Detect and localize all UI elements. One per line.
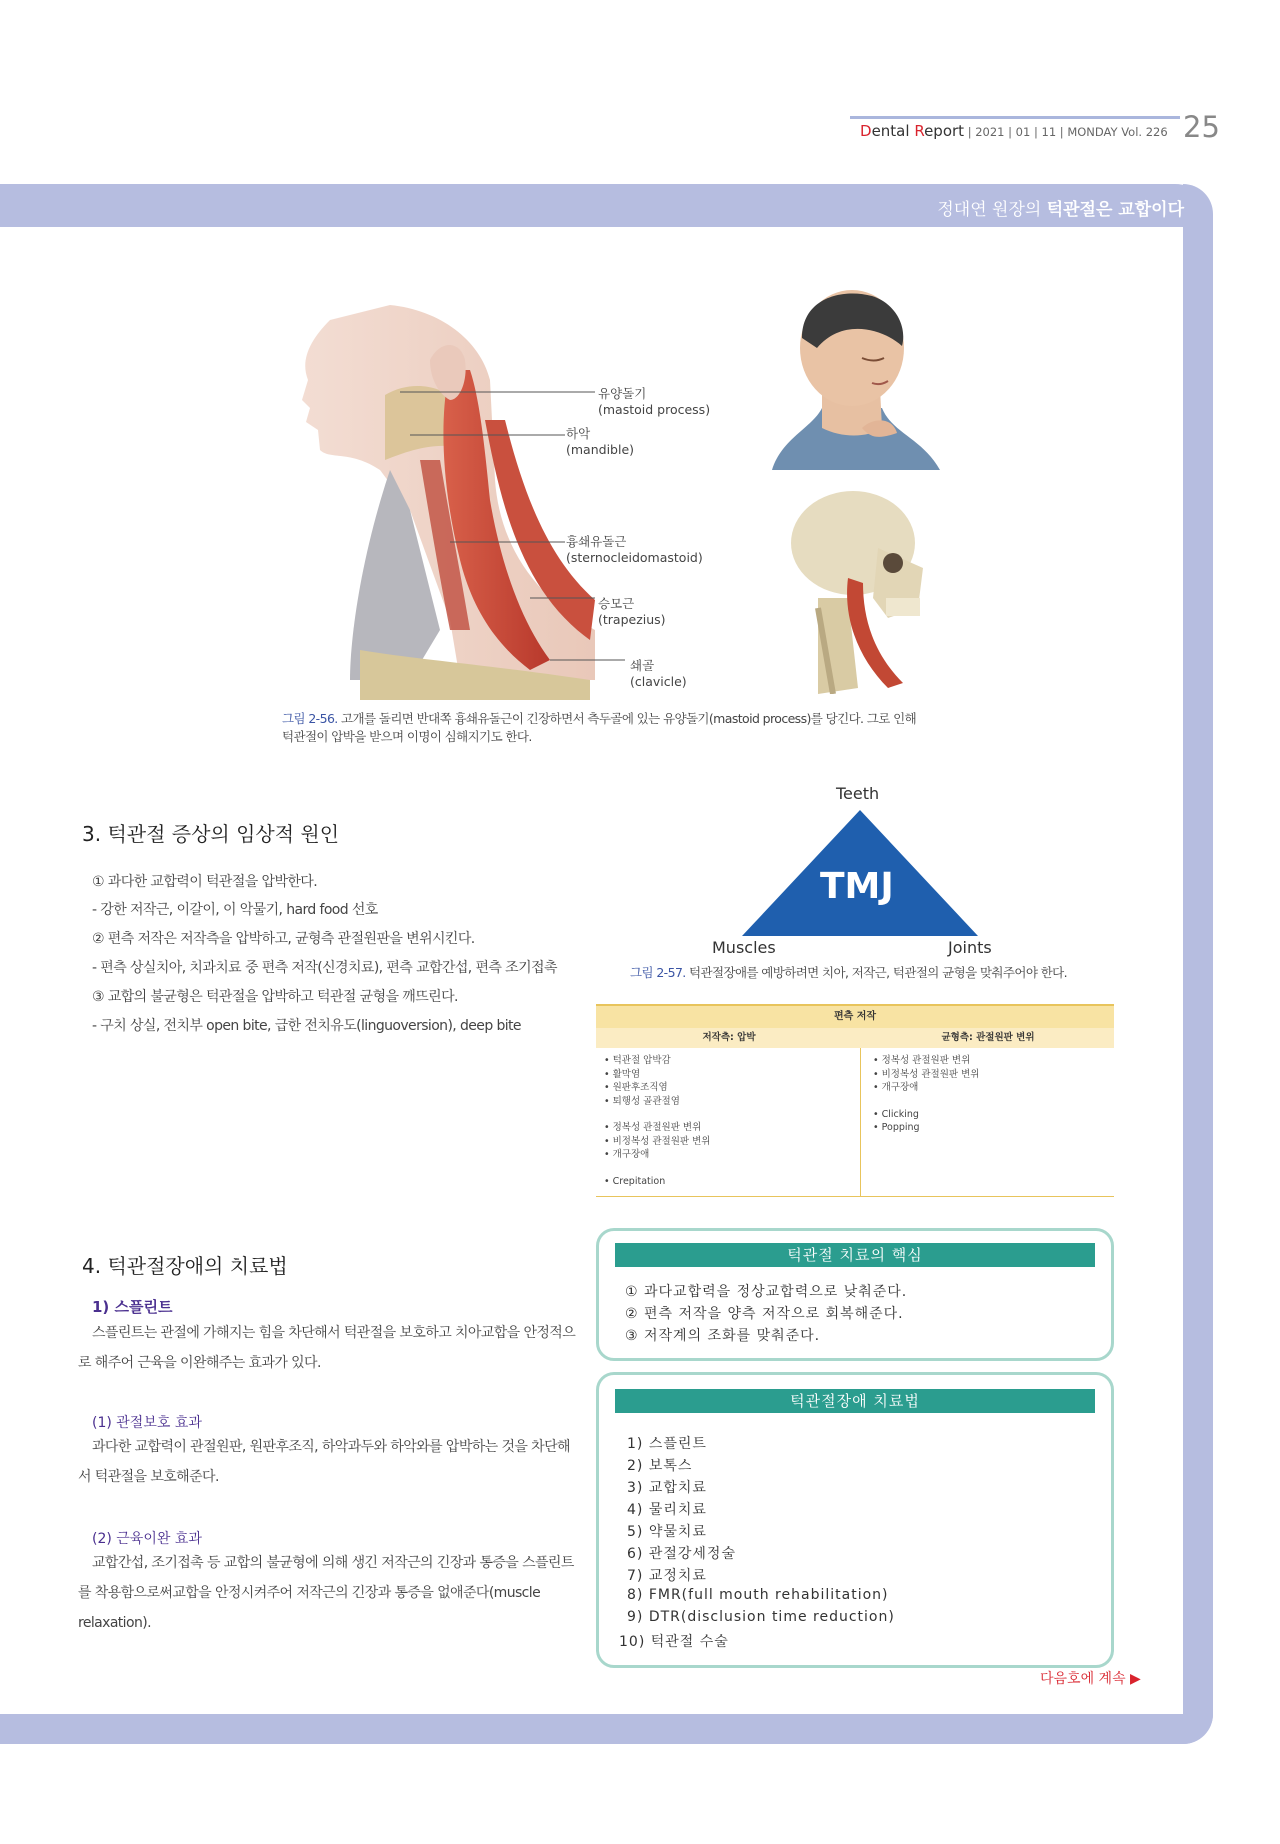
triangle-center-label: TMJ bbox=[820, 866, 894, 907]
banner-series-title: 턱관절은 교합이다 bbox=[1046, 200, 1184, 220]
section-3-item: - 편측 상실치아, 치과치료 중 편측 저작(신경치료), 편측 교합간섭, 편측 조기접촉 bbox=[92, 960, 557, 976]
treatment-item: 8) FMR(full mouth rehabilitation) bbox=[627, 1587, 889, 1603]
continued-next-issue: 다음호에 계속 ▶ bbox=[1040, 1671, 1141, 1687]
joint-protection-paragraph: 과다한 교합력이 관절원판, 원판후조직, 하악과두와 하악와를 압박하는 것을 차단해서 턱관절을 보호해준다. bbox=[78, 1439, 570, 1485]
label-leader-lines bbox=[400, 380, 630, 680]
skull-illustration bbox=[778, 488, 930, 694]
label-mastoid-process: 유양돌기 (mastoid process) bbox=[598, 386, 711, 417]
banner-author: 정대연 원장의 bbox=[937, 200, 1042, 220]
treatment-item: 3) 교합치료 bbox=[627, 1480, 707, 1496]
frame-right-band bbox=[1183, 184, 1213, 1744]
page-number: 25 bbox=[1183, 110, 1220, 144]
figure-2-56-caption: 그림 2-56. 고개를 돌리면 반대쪽 흉쇄유돌근이 긴장하면서 측두골에 있는 유양돌기(mastoid process)를 당긴다. 그로 인해 턱관절이 압박을 받으며 이명이 심해지기도 한다. bbox=[282, 711, 917, 744]
header-rule bbox=[850, 116, 1180, 119]
muscle-relaxation-paragraph: 교합간섭, 조기접촉 등 교합의 불균형에 의해 생긴 저작근의 긴장과 통증을 스플린트를 착용함으로써교합을 안정시켜주어 저작근의 긴장과 통증을 없애준다(muscle relaxation). bbox=[78, 1555, 574, 1631]
core-box-item: ① 과다교합력을 정상교합력으로 낮춰준다. bbox=[625, 1284, 908, 1300]
figure-2-56-number: 그림 2-56. bbox=[282, 711, 338, 726]
label-sternocleidomastoid: 흉쇄유돌근 (sternocleidomastoid) bbox=[566, 534, 703, 565]
core-box-item: ② 편측 저작을 양측 저작으로 회복해준다. bbox=[625, 1306, 904, 1322]
treatment-item: 10) 턱관절 수술 bbox=[619, 1634, 729, 1650]
table-header-balancing-side: 균형측: 관절원판 변위 bbox=[941, 1032, 1035, 1043]
figure-2-57-caption: 그림 2-57. 턱관절장애를 예방하려면 치아, 저작근, 턱관절의 균형을 맞춰주어야 한다. bbox=[630, 965, 1068, 980]
label-mandible: 하악 (mandible) bbox=[566, 426, 635, 457]
subsection-muscle-relaxation: (2) 근육이완 효과 bbox=[92, 1531, 202, 1547]
treatment-item: 7) 교정치료 bbox=[627, 1568, 707, 1584]
core-box-item: ③ 저작계의 조화를 맞춰준다. bbox=[625, 1328, 821, 1344]
treatment-methods-box bbox=[596, 1372, 1114, 1668]
publication-brand: Dental Report bbox=[860, 122, 965, 140]
table-col-working-side: • 턱관절 압박감 • 활막염 • 원판후조직염 • 퇴행성 골관절염 • 정복성 관절원판 변위 • 비정복성 관절원판 변위 • 개구장애 • Crepitation bbox=[596, 1048, 861, 1196]
treatment-item: 4) 물리치료 bbox=[627, 1502, 707, 1518]
splint-paragraph: 스플린트는 관절에 가해지는 힘을 차단해서 턱관절을 보호하고 치아교합을 안정적으로 해주어 근육을 이완해주는 효과가 있다. bbox=[78, 1325, 576, 1371]
label-trapezius: 승모근 (trapezius) bbox=[598, 596, 666, 627]
section-3-item: - 구치 상실, 전치부 open bite, 급한 전치유도(linguoversion), deep bite bbox=[92, 1018, 521, 1034]
issue-meta: | 2021 | 01 | 11 | MONDAY Vol. 226 bbox=[967, 125, 1168, 139]
table-header-working-side: 저작측: 압박 bbox=[702, 1032, 756, 1043]
series-banner bbox=[937, 195, 1184, 220]
header-text bbox=[860, 122, 1168, 140]
treatment-item: 2) 보톡스 bbox=[627, 1458, 693, 1474]
head-turning-illustration bbox=[762, 288, 940, 470]
subsection-splint: 1) 스플린트 bbox=[92, 1298, 173, 1316]
frame-bottom-band bbox=[0, 1714, 1213, 1744]
section-3-item: ③ 교합의 불균형은 턱관절을 압박하고 턱관절 균형을 깨뜨린다. bbox=[92, 989, 458, 1005]
triangle-left-label: Muscles bbox=[712, 938, 776, 957]
triangle-top-label: Teeth bbox=[836, 784, 880, 803]
treatment-item: 1) 스플린트 bbox=[627, 1436, 707, 1452]
page-header bbox=[850, 104, 1230, 144]
section-3-item: ① 과다한 교합력이 턱관절을 압박한다. bbox=[92, 874, 318, 890]
triangle-right-label: Joints bbox=[948, 938, 992, 957]
core-box-title: 턱관절 치료의 핵심 bbox=[615, 1243, 1095, 1267]
section-3-title: 3. 턱관절 증상의 임상적 원인 bbox=[82, 822, 340, 846]
section-3-item: - 강한 저작근, 이갈이, 이 악물기, hard food 선호 bbox=[92, 902, 378, 918]
treatment-item: 6) 관절강세정술 bbox=[627, 1546, 736, 1562]
treatment-item: 5) 약물치료 bbox=[627, 1524, 707, 1540]
unilateral-chewing-table bbox=[596, 1004, 1114, 1197]
section-3-item: ② 편측 저작은 저작측을 압박하고, 균형측 관절원판을 변위시킨다. bbox=[92, 931, 475, 947]
treatment-item: 9) DTR(disclusion time reduction) bbox=[627, 1609, 895, 1625]
core-treatment-box bbox=[596, 1228, 1114, 1361]
table-title: 편측 저작 bbox=[596, 1004, 1114, 1028]
subsection-joint-protection: (1) 관절보호 효과 bbox=[92, 1415, 202, 1431]
label-clavicle: 쇄골 (clavicle) bbox=[630, 658, 687, 689]
section-4-title: 4. 턱관절장애의 치료법 bbox=[82, 1254, 288, 1278]
table-col-balancing-side: • 정복성 관절원판 변위 • 비정복성 관절원판 변위 • 개구장애 • Clicking • Popping bbox=[873, 1055, 980, 1133]
treatment-box-title: 턱관절장애 치료법 bbox=[615, 1389, 1095, 1413]
